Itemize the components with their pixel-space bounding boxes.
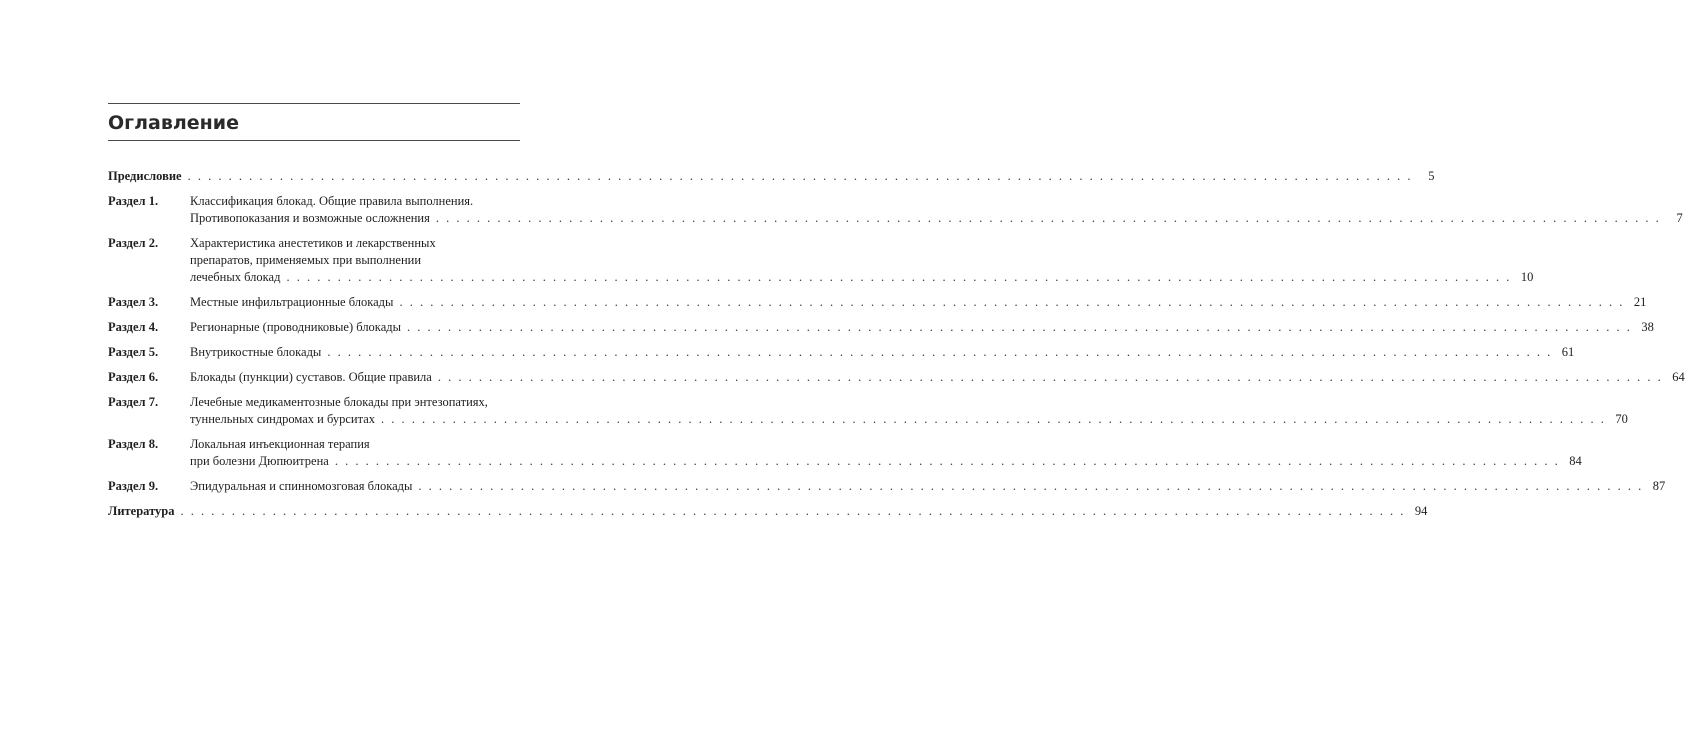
toc-entry-title: Предисловие <box>108 169 182 183</box>
toc-entry-text: препаратов, применяемых при выполнении <box>190 253 422 267</box>
toc-entry-label: Раздел 2. <box>108 236 159 250</box>
toc-entry-title: Противопоказания и возможные осложнения <box>190 211 430 225</box>
toc-entry-label: Раздел 7. <box>108 395 159 409</box>
toc-entry-title: Эпидуральная и спинномозговая блокады <box>190 479 413 493</box>
toc-entry-title: лечебных блокад <box>190 270 281 284</box>
page-number: 61 <box>1561 345 1575 359</box>
toc-entry-text: Характеристика анестетиков и лекарственных <box>190 236 436 250</box>
toc-entry-text: Классификация блокад. Общие правила выполнения. <box>190 194 474 208</box>
toc-entry-label: Раздел 1. <box>108 194 159 208</box>
toc-entry-label: Раздел 8. <box>108 437 159 451</box>
page-number: 21 <box>1633 295 1647 309</box>
page-number: 84 <box>1569 454 1582 468</box>
toc-entry[interactable] <box>108 319 1654 336</box>
toc-entry-title: Литература <box>108 504 175 518</box>
dot-leader: . . . . . . . . . . . . . . . . . . . . . . . . . . . . . . . . . . . . . . . . . . . . . . . . . . . . . . . . . . . . . . . . . . . . . . . . . . . . . . . . . . . . . . . . . . . . . . . . . . . . . . . . . . . . . . . . . . . . . . . . <box>437 370 1663 384</box>
toc-entry-label: Раздел 4. <box>108 320 159 334</box>
toc-entry-title: Местные инфильтрационные блокады <box>190 295 394 309</box>
toc-entry-title: туннельных синдромах и бурситах <box>190 412 376 426</box>
toc-entry-label: Раздел 9. <box>108 479 159 493</box>
toc-entry[interactable] <box>108 235 1534 286</box>
toc-entry-label: Раздел 6. <box>108 370 159 384</box>
page-number: 7 <box>1676 211 1683 225</box>
toc-entry[interactable] <box>108 394 1628 428</box>
bottom-rule <box>108 140 520 141</box>
page-number: 70 <box>1615 412 1628 426</box>
toc-entry[interactable] <box>108 503 1428 520</box>
toc-heading: Оглавление <box>108 112 239 134</box>
page-number: 38 <box>1641 320 1654 334</box>
toc-entry-title: при болезни Дюпюитрена <box>190 454 329 468</box>
dot-leader: . . . . . . . . . . . . . . . . . . . . . . . . . . . . . . . . . . . . . . . . . . . . . . . . . . . . . . . . . . . . . . . . . . . . . . . . . . . . . . . . . . . . . . . . . . . . . . . . . . . . . . . . . . . . . . . . . . . . . . . . <box>435 211 1661 225</box>
toc-entry-title: Блокады (пункции) суставов. Общие правила <box>190 370 432 384</box>
toc-entry-text: Локальная инъекционная терапия <box>190 437 370 451</box>
toc-entry-label: Раздел 5. <box>108 345 159 359</box>
toc-entry[interactable] <box>108 193 1683 227</box>
toc-entry[interactable] <box>108 168 1435 185</box>
dot-leader: . . . . . . . . . . . . . . . . . . . . . . . . . . . . . . . . . . . . . . . . . . . . . . . . . . . . . . . . . . . . . . . . . . . . . . . . . . . . . . . . . . . . . . . . . . . . . . . . . . . . . . . . . . . . . . . . . . . . . . . . <box>334 454 1560 468</box>
toc-entry-label: Раздел 3. <box>108 295 159 309</box>
dot-leader: . . . . . . . . . . . . . . . . . . . . . . . . . . . . . . . . . . . . . . . . . . . . . . . . . . . . . . . . . . . . . . . . . . . . . . . . . . . . . . . . . . . . . . . . . . . . . . . . . . . . . . . . . . . . . . . . . . . . . . . . <box>180 504 1406 518</box>
dot-leader: . . . . . . . . . . . . . . . . . . . . . . . . . . . . . . . . . . . . . . . . . . . . . . . . . . . . . . . . . . . . . . . . . . . . . . . . . . . . . . . . . . . . . . . . . . . . . . . . . . . . . . . . . . . . . . . . . . . . . . . . <box>187 169 1413 183</box>
dot-leader: . . . . . . . . . . . . . . . . . . . . . . . . . . . . . . . . . . . . . . . . . . . . . . . . . . . . . . . . . . . . . . . . . . . . . . . . . . . . . . . . . . . . . . . . . . . . . . . . . . . . . . . . . . . . . . . . . . . . . . . . <box>286 270 1512 284</box>
table-of-contents <box>108 168 1685 528</box>
toc-entry[interactable] <box>108 294 1647 311</box>
page-number: 64 <box>1672 370 1685 384</box>
toc-entry-title: Внутрикостные блокады <box>190 345 322 359</box>
page-number: 5 <box>1428 169 1435 183</box>
dot-leader: . . . . . . . . . . . . . . . . . . . . . . . . . . . . . . . . . . . . . . . . . . . . . . . . . . . . . . . . . . . . . . . . . . . . . . . . . . . . . . . . . . . . . . . . . . . . . . . . . . . . . . . . . . . . . . . . . . . . . . . . <box>381 412 1606 426</box>
page-number: 94 <box>1414 504 1428 518</box>
dot-leader: . . . . . . . . . . . . . . . . . . . . . . . . . . . . . . . . . . . . . . . . . . . . . . . . . . . . . . . . . . . . . . . . . . . . . . . . . . . . . . . . . . . . . . . . . . . . . . . . . . . . . . . . . . . . . . . . . . . . . . . . <box>327 345 1553 359</box>
toc-entry[interactable] <box>108 436 1582 470</box>
toc-entry[interactable] <box>108 344 1575 361</box>
toc-entry-text: Лечебные медикаментозные блокады при энтезопатиях, <box>190 395 488 409</box>
dot-leader: . . . . . . . . . . . . . . . . . . . . . . . . . . . . . . . . . . . . . . . . . . . . . . . . . . . . . . . . . . . . . . . . . . . . . . . . . . . . . . . . . . . . . . . . . . . . . . . . . . . . . . . . . . . . . . . . . . . . . . . . <box>399 295 1625 309</box>
page-number: 87 <box>1652 479 1666 493</box>
dot-leader: . . . . . . . . . . . . . . . . . . . . . . . . . . . . . . . . . . . . . . . . . . . . . . . . . . . . . . . . . . . . . . . . . . . . . . . . . . . . . . . . . . . . . . . . . . . . . . . . . . . . . . . . . . . . . . . . . . . . . . . . <box>418 479 1644 493</box>
dot-leader: . . . . . . . . . . . . . . . . . . . . . . . . . . . . . . . . . . . . . . . . . . . . . . . . . . . . . . . . . . . . . . . . . . . . . . . . . . . . . . . . . . . . . . . . . . . . . . . . . . . . . . . . . . . . . . . . . . . . . . . . <box>407 320 1632 334</box>
page-number: 10 <box>1520 270 1534 284</box>
toc-entry[interactable] <box>108 369 1685 386</box>
top-rule <box>108 103 520 104</box>
toc-entry[interactable] <box>108 478 1666 495</box>
toc-entry-title: Регионарные (проводниковые) блокады <box>190 320 401 334</box>
